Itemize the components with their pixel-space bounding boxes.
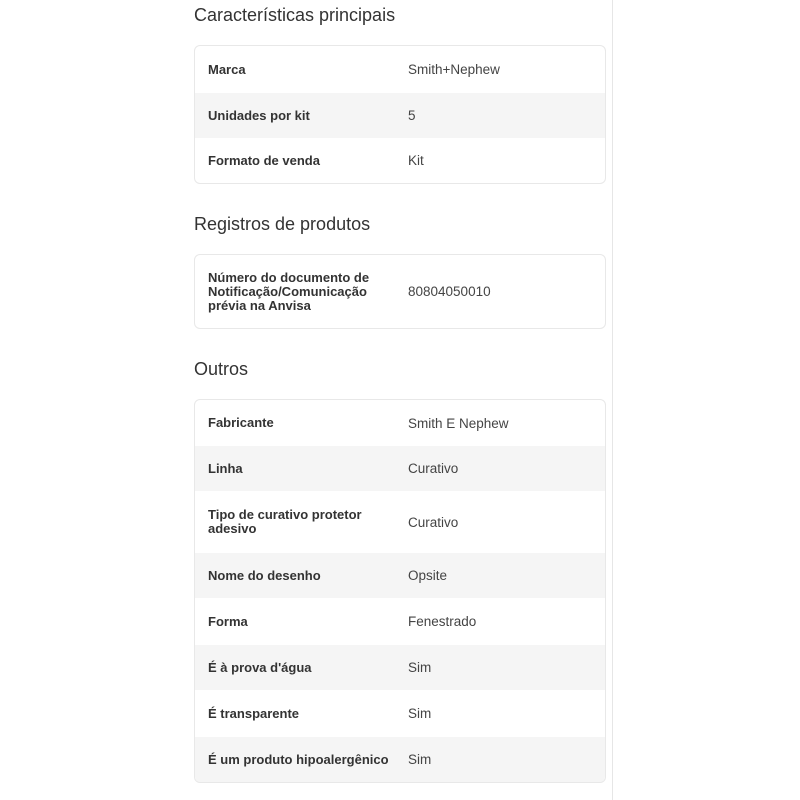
row-label: Tipo de curativo protetor adesivo [208,507,362,536]
row-label: É transparente [208,705,300,721]
row-value: Fenestrado [408,614,477,629]
section-title-others: Outros [194,359,249,379]
vertical-divider [612,0,613,800]
table-row [195,598,605,645]
row-value: Kit [408,153,424,168]
row-value: Curativo [408,514,459,530]
row-label: Linha [208,460,243,476]
row-label: Número do documento de Notificação/Comunicação prévia na Anvisa [208,269,370,313]
table-row [195,491,605,553]
table-row [195,255,605,328]
row-label: Marca [208,61,246,77]
row-value: Sim [408,660,432,675]
row-value: Sim [408,706,432,721]
table-row [195,645,605,690]
row-value: Opsite [408,568,448,583]
section-title-product-registrations: Registros de produtos [194,214,371,234]
main-features-table [194,45,606,184]
row-label: É um produto hipoalergênico [208,751,389,767]
row-value: 80804050010 [408,284,491,299]
row-label: Nome do desenho [208,567,321,583]
row-label: Unidades por kit [208,107,310,123]
product-registrations-table [194,254,606,329]
table-row [195,46,605,93]
row-label: Formato de venda [208,152,320,168]
table-row [195,446,605,491]
row-label: Forma [208,613,248,629]
row-value: 5 [408,108,416,123]
table-row [195,400,605,446]
table-row [195,138,605,183]
row-value: Sim [408,752,432,767]
others-table [194,399,606,783]
row-value: Smith E Nephew [408,415,509,431]
table-row [195,737,605,782]
row-value: Smith+Nephew [408,62,500,77]
row-label: É à prova d'água [208,659,312,675]
row-label: Fabricante [208,415,274,430]
section-title-main-features: Características principais [194,5,396,25]
row-value: Curativo [408,461,459,476]
table-row [195,93,605,138]
table-row [195,553,605,598]
table-row [195,690,605,737]
